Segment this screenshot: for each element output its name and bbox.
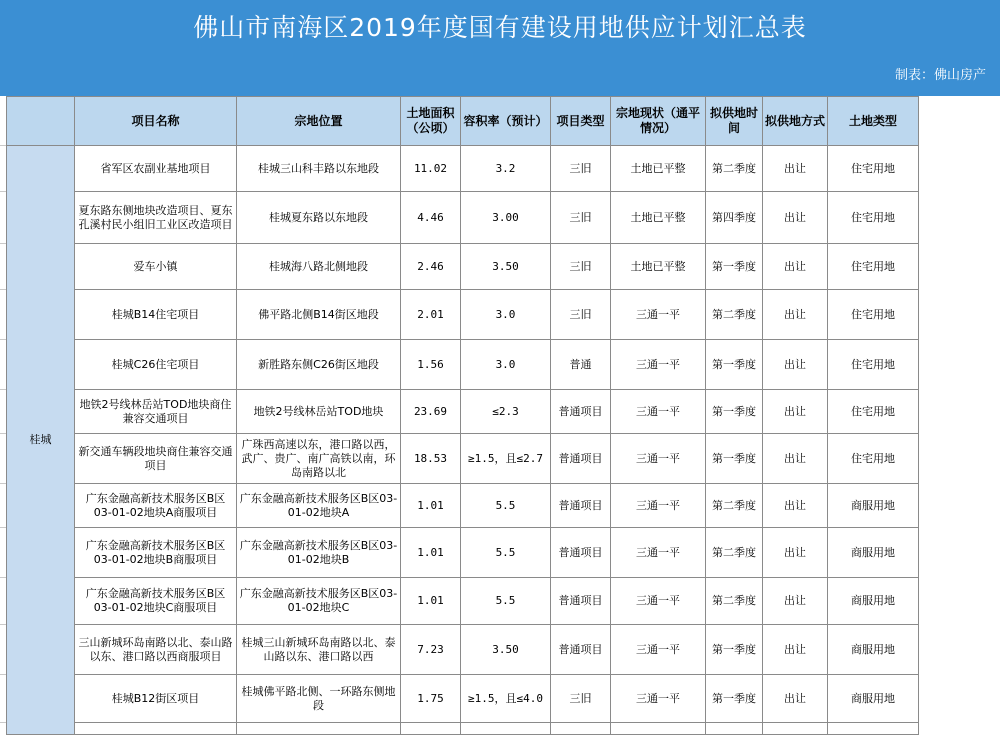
table-row xyxy=(7,625,919,675)
status-cell: 土地已平整 xyxy=(611,192,706,244)
supply-method-cell: 出让 xyxy=(763,192,828,244)
row-header-tick xyxy=(0,433,6,434)
project-type-cell: 普通项目 xyxy=(551,528,611,578)
far-cell: 3.2 xyxy=(461,146,551,192)
supply-method-cell: 出让 xyxy=(763,528,828,578)
area-cell: 1.75 xyxy=(401,675,461,723)
project-type-cell: 普通 xyxy=(551,340,611,390)
location-cell: 桂城佛平路北侧、一环路东侧地段 xyxy=(237,675,401,723)
empty-cell xyxy=(763,723,828,735)
location-cell: 广东金融高新技术服务区B区03-01-02地块C xyxy=(237,578,401,625)
location-cell: 桂城三山新城环岛南路以北、泰山路以东、港口路以西 xyxy=(237,625,401,675)
district-cell: 桂城 xyxy=(7,146,75,735)
supply-method-cell: 出让 xyxy=(763,434,828,484)
far-cell: 3.50 xyxy=(461,625,551,675)
area-cell: 7.23 xyxy=(401,625,461,675)
status-cell: 三通一平 xyxy=(611,434,706,484)
empty-cell xyxy=(611,723,706,735)
far-cell: ≥1.5，且≤2.7 xyxy=(461,434,551,484)
supply-method-cell: 出让 xyxy=(763,578,828,625)
far-cell: 5.5 xyxy=(461,578,551,625)
far-cell: 3.50 xyxy=(461,244,551,290)
supply-time-cell: 第二季度 xyxy=(706,484,763,528)
area-cell: 4.46 xyxy=(401,192,461,244)
table-body xyxy=(7,97,919,735)
header-cell: 宗地现状（通平情况） xyxy=(611,97,706,146)
empty-cell xyxy=(75,723,237,735)
location-cell: 佛平路北侧B14街区地段 xyxy=(237,290,401,340)
project-type-cell: 三旧 xyxy=(551,675,611,723)
header-row xyxy=(7,97,919,146)
supply-method-cell: 出让 xyxy=(763,290,828,340)
supply-time-cell: 第二季度 xyxy=(706,528,763,578)
title-banner xyxy=(0,0,1000,96)
location-cell: 地铁2号线林岳站TOD地块 xyxy=(237,390,401,434)
area-cell: 2.46 xyxy=(401,244,461,290)
project-type-cell: 普通项目 xyxy=(551,625,611,675)
land-type-cell: 住宅用地 xyxy=(828,192,919,244)
sheet-maker: 制表：佛山房产 xyxy=(894,68,986,83)
project-name-cell: 桂城C26住宅项目 xyxy=(75,340,237,390)
far-cell: 5.5 xyxy=(461,528,551,578)
supply-time-cell: 第二季度 xyxy=(706,290,763,340)
row-header-tick xyxy=(0,389,6,390)
table-row xyxy=(7,528,919,578)
row-header-tick xyxy=(0,527,6,528)
supply-time-cell: 第二季度 xyxy=(706,578,763,625)
project-name-cell: 广东金融高新技术服务区B区03-01-02地块B商服项目 xyxy=(75,528,237,578)
location-cell: 桂城三山科丰路以东地段 xyxy=(237,146,401,192)
status-cell: 土地已平整 xyxy=(611,244,706,290)
area-cell: 1.01 xyxy=(401,484,461,528)
supply-time-cell: 第二季度 xyxy=(706,146,763,192)
land-type-cell: 商服用地 xyxy=(828,528,919,578)
row-header-tick xyxy=(0,339,6,340)
location-cell: 广东金融高新技术服务区B区03-01-02地块B xyxy=(237,528,401,578)
row-header-tick xyxy=(0,577,6,578)
far-cell: ≥1.5，且≤4.0 xyxy=(461,675,551,723)
land-type-cell: 住宅用地 xyxy=(828,146,919,192)
supply-time-cell: 第一季度 xyxy=(706,390,763,434)
status-cell: 三通一平 xyxy=(611,290,706,340)
row-header-tick xyxy=(0,243,6,244)
table-row xyxy=(7,146,919,192)
land-type-cell: 商服用地 xyxy=(828,578,919,625)
supply-time-cell: 第一季度 xyxy=(706,244,763,290)
supply-method-cell: 出让 xyxy=(763,146,828,192)
table-row xyxy=(7,484,919,528)
header-cell: 项目类型 xyxy=(551,97,611,146)
supply-time-cell: 第一季度 xyxy=(706,340,763,390)
row-header-tick xyxy=(0,289,6,290)
table-row xyxy=(7,434,919,484)
far-cell: 3.0 xyxy=(461,290,551,340)
area-cell: 1.56 xyxy=(401,340,461,390)
header-corner xyxy=(7,97,75,146)
location-cell: 新胜路东侧C26街区地段 xyxy=(237,340,401,390)
project-type-cell: 普通项目 xyxy=(551,578,611,625)
far-cell: 3.00 xyxy=(461,192,551,244)
project-type-cell: 普通项目 xyxy=(551,390,611,434)
project-name-cell: 省军区农副业基地项目 xyxy=(75,146,237,192)
empty-cell xyxy=(401,723,461,735)
empty-cell xyxy=(461,723,551,735)
table-row xyxy=(7,390,919,434)
project-type-cell: 普通项目 xyxy=(551,484,611,528)
header-cell: 土地类型 xyxy=(828,97,919,146)
land-type-cell: 住宅用地 xyxy=(828,390,919,434)
header-cell: 容积率（预计） xyxy=(461,97,551,146)
project-type-cell: 普通项目 xyxy=(551,434,611,484)
area-cell: 1.01 xyxy=(401,528,461,578)
table-row xyxy=(7,244,919,290)
status-cell: 三通一平 xyxy=(611,578,706,625)
land-type-cell: 商服用地 xyxy=(828,484,919,528)
project-name-cell: 新交通车辆段地块商住兼容交通项目 xyxy=(75,434,237,484)
project-name-cell: 桂城B12街区项目 xyxy=(75,675,237,723)
status-cell: 三通一平 xyxy=(611,390,706,434)
empty-cell xyxy=(237,723,401,735)
status-cell: 三通一平 xyxy=(611,484,706,528)
header-cell: 土地面积（公顷） xyxy=(401,97,461,146)
header-cell: 拟供地方式 xyxy=(763,97,828,146)
status-cell: 三通一平 xyxy=(611,675,706,723)
area-cell: 1.01 xyxy=(401,578,461,625)
project-name-cell: 三山新城环岛南路以北、泰山路以东、港口路以西商服项目 xyxy=(75,625,237,675)
land-supply-table xyxy=(6,96,919,735)
area-cell: 11.02 xyxy=(401,146,461,192)
row-header-tick xyxy=(0,722,6,723)
land-type-cell: 住宅用地 xyxy=(828,244,919,290)
location-cell: 桂城夏东路以东地段 xyxy=(237,192,401,244)
far-cell: 5.5 xyxy=(461,484,551,528)
land-type-cell: 住宅用地 xyxy=(828,434,919,484)
project-name-cell: 夏东路东侧地块改造项目、夏东孔溪村民小组旧工业区改造项目 xyxy=(75,192,237,244)
row-header-tick xyxy=(0,624,6,625)
land-type-cell: 住宅用地 xyxy=(828,340,919,390)
supply-method-cell: 出让 xyxy=(763,625,828,675)
land-type-cell: 住宅用地 xyxy=(828,290,919,340)
sheet-title: 佛山市南海区2019年度国有建设用地供应计划汇总表 xyxy=(193,13,807,42)
project-name-cell: 桂城B14住宅项目 xyxy=(75,290,237,340)
land-type-cell: 商服用地 xyxy=(828,625,919,675)
far-cell: 3.0 xyxy=(461,340,551,390)
project-type-cell: 三旧 xyxy=(551,192,611,244)
project-name-cell: 地铁2号线林岳站TOD地块商住兼容交通项目 xyxy=(75,390,237,434)
project-type-cell: 三旧 xyxy=(551,146,611,192)
project-type-cell: 三旧 xyxy=(551,290,611,340)
table-row xyxy=(7,578,919,625)
supply-method-cell: 出让 xyxy=(763,675,828,723)
table-row xyxy=(7,675,919,723)
table-row xyxy=(7,723,919,735)
supply-method-cell: 出让 xyxy=(763,340,828,390)
header-cell: 拟供地时间 xyxy=(706,97,763,146)
row-header-tick xyxy=(0,145,6,146)
location-cell: 广珠西高速以东，港口路以西，武广、贵广、南广高铁以南，环岛南路以北 xyxy=(237,434,401,484)
header-cell: 宗地位置 xyxy=(237,97,401,146)
far-cell: ≤2.3 xyxy=(461,390,551,434)
table-row xyxy=(7,192,919,244)
status-cell: 土地已平整 xyxy=(611,146,706,192)
project-name-cell: 广东金融高新技术服务区B区03-01-02地块A商服项目 xyxy=(75,484,237,528)
supply-time-cell: 第四季度 xyxy=(706,192,763,244)
supply-time-cell: 第一季度 xyxy=(706,625,763,675)
area-cell: 18.53 xyxy=(401,434,461,484)
status-cell: 三通一平 xyxy=(611,625,706,675)
row-header-tick xyxy=(0,483,6,484)
empty-cell xyxy=(828,723,919,735)
supply-method-cell: 出让 xyxy=(763,390,828,434)
row-header-tick xyxy=(0,191,6,192)
supply-time-cell: 第一季度 xyxy=(706,675,763,723)
location-cell: 广东金融高新技术服务区B区03-01-02地块A xyxy=(237,484,401,528)
table-row xyxy=(7,340,919,390)
supply-method-cell: 出让 xyxy=(763,484,828,528)
table-row xyxy=(7,290,919,340)
land-type-cell: 商服用地 xyxy=(828,675,919,723)
header-cell: 项目名称 xyxy=(75,97,237,146)
empty-cell xyxy=(706,723,763,735)
empty-cell xyxy=(551,723,611,735)
location-cell: 桂城海八路北侧地段 xyxy=(237,244,401,290)
status-cell: 三通一平 xyxy=(611,340,706,390)
project-type-cell: 三旧 xyxy=(551,244,611,290)
supply-time-cell: 第一季度 xyxy=(706,434,763,484)
row-header-tick xyxy=(0,674,6,675)
status-cell: 三通一平 xyxy=(611,528,706,578)
project-name-cell: 爱车小镇 xyxy=(75,244,237,290)
area-cell: 23.69 xyxy=(401,390,461,434)
supply-method-cell: 出让 xyxy=(763,244,828,290)
project-name-cell: 广东金融高新技术服务区B区03-01-02地块C商服项目 xyxy=(75,578,237,625)
area-cell: 2.01 xyxy=(401,290,461,340)
